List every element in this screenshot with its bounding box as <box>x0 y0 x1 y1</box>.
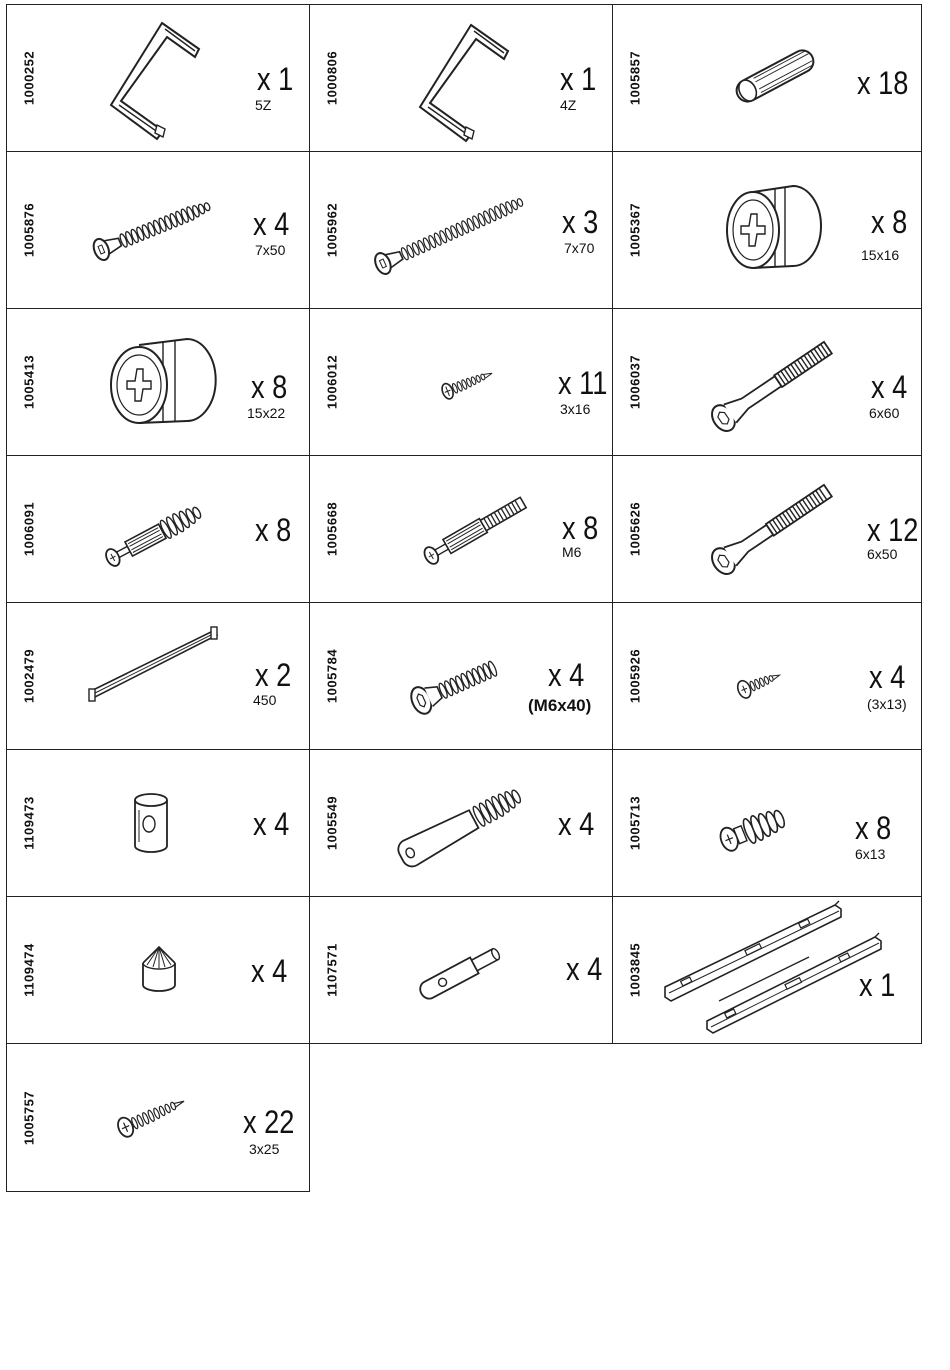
part-quantity: x 4 <box>558 806 595 842</box>
part-size: 5Z <box>255 97 272 113</box>
part-code: 1005549 <box>324 795 340 851</box>
part-quantity: x 22 <box>243 1104 295 1140</box>
part-code: 1000252 <box>21 50 37 106</box>
part-code: 1005668 <box>324 501 340 557</box>
part-size: 15x16 <box>861 247 900 263</box>
part-cell <box>6 455 310 603</box>
part-quantity: x 4 <box>871 369 908 405</box>
part-quantity: x 1 <box>257 61 294 97</box>
part-size: M6 <box>562 544 582 560</box>
part-code: 1005413 <box>21 354 37 410</box>
part-size: (M6x40) <box>528 696 592 715</box>
part-code: 1000806 <box>324 50 340 106</box>
part-quantity: x 4 <box>548 657 585 693</box>
connector-bolt-icon <box>699 472 849 582</box>
flange-screw-icon <box>735 663 785 703</box>
part-cell <box>6 896 310 1044</box>
part-code: 1005784 <box>324 648 340 704</box>
part-code: 1002479 <box>21 648 37 704</box>
part-quantity: x 4 <box>253 206 290 242</box>
part-cell <box>309 151 613 309</box>
part-cell <box>6 749 310 897</box>
part-size: (3x13) <box>867 696 907 712</box>
part-quantity: x 4 <box>251 953 288 989</box>
part-size: 450 <box>253 692 277 708</box>
part-cell <box>309 896 613 1044</box>
part-quantity: x 18 <box>857 65 909 101</box>
part-cell <box>612 749 922 897</box>
part-cell <box>6 4 310 152</box>
wood-screw-icon <box>113 1088 193 1142</box>
part-code: 1005757 <box>21 1090 37 1145</box>
part-code: 1005626 <box>627 501 643 557</box>
part-code: 1006012 <box>324 354 340 410</box>
part-cell <box>612 455 922 603</box>
hex-key-icon <box>416 23 526 135</box>
part-size: 3x25 <box>249 1141 280 1157</box>
part-size: 3x16 <box>560 401 591 417</box>
part-cell <box>612 602 922 750</box>
part-code: 1003845 <box>627 942 643 998</box>
part-cell <box>309 308 613 456</box>
part-cell <box>309 749 613 897</box>
part-cell <box>612 896 922 1044</box>
connector-bolt-icon <box>699 329 849 439</box>
part-quantity: x 4 <box>566 951 603 987</box>
part-cell <box>309 4 613 152</box>
part-quantity: x 12 <box>867 512 919 548</box>
part-code: 1005876 <box>21 202 37 258</box>
part-quantity: x 8 <box>255 512 292 548</box>
machine-screw-icon <box>406 645 506 725</box>
cam-bolt-icon <box>97 496 217 572</box>
part-cell <box>309 455 613 603</box>
part-quantity: x 8 <box>855 810 892 846</box>
part-code: 1006091 <box>21 501 37 557</box>
part-code: 1109473 <box>21 796 37 850</box>
part-quantity: x 8 <box>251 369 288 405</box>
cam-lock-icon <box>723 178 823 278</box>
part-quantity: x 4 <box>253 806 290 842</box>
part-code: 1005857 <box>627 50 643 106</box>
part-code: 1005713 <box>627 795 643 851</box>
part-code: 1109474 <box>21 943 37 997</box>
cross-dowel-icon <box>416 937 508 1007</box>
part-size: 7x70 <box>564 240 595 256</box>
part-quantity: x 3 <box>562 204 599 240</box>
part-quantity: x 8 <box>871 204 908 240</box>
part-cell <box>6 1043 310 1192</box>
part-quantity: x 11 <box>558 365 608 401</box>
hardware-parts-grid <box>6 4 922 1192</box>
barrel-nut-icon <box>131 790 171 856</box>
drawer-slide-icon <box>659 901 889 1041</box>
euro-screw-icon <box>717 798 797 858</box>
part-cell <box>309 602 613 750</box>
wood-dowel-icon <box>725 41 825 111</box>
part-quantity: x 1 <box>859 967 896 1003</box>
hex-key-icon <box>107 21 217 133</box>
confirmat-screw-icon <box>87 182 227 272</box>
part-code: 1006037 <box>627 354 643 410</box>
part-size: 15x22 <box>247 405 286 421</box>
cam-bolt-icon <box>414 486 544 570</box>
part-code: 1005962 <box>324 202 340 258</box>
confirmat-screw-icon <box>366 178 546 284</box>
cam-lock-icon <box>107 333 217 433</box>
part-cell <box>612 308 922 456</box>
part-size: 7x50 <box>255 242 286 258</box>
part-size: 6x13 <box>855 846 886 862</box>
part-code: 1005926 <box>627 648 643 704</box>
part-quantity: x 2 <box>255 657 292 693</box>
part-size: 6x50 <box>867 546 898 562</box>
part-code: 1005367 <box>627 202 643 258</box>
part-cell <box>6 151 310 309</box>
part-quantity: x 4 <box>869 659 906 695</box>
rail-bar-icon <box>87 625 221 709</box>
part-size: 6x60 <box>869 405 900 421</box>
part-size: 4Z <box>560 97 577 113</box>
hanger-bolt-icon <box>390 778 540 874</box>
part-code: 1107571 <box>324 943 340 997</box>
part-cell <box>6 602 310 750</box>
part-cell <box>612 151 922 309</box>
part-quantity: x 1 <box>560 61 597 97</box>
part-cell <box>612 4 922 152</box>
part-quantity: x 8 <box>562 510 599 546</box>
knurled-cap-icon <box>139 945 179 993</box>
part-cell <box>6 308 310 456</box>
wood-screw-icon <box>438 361 498 405</box>
